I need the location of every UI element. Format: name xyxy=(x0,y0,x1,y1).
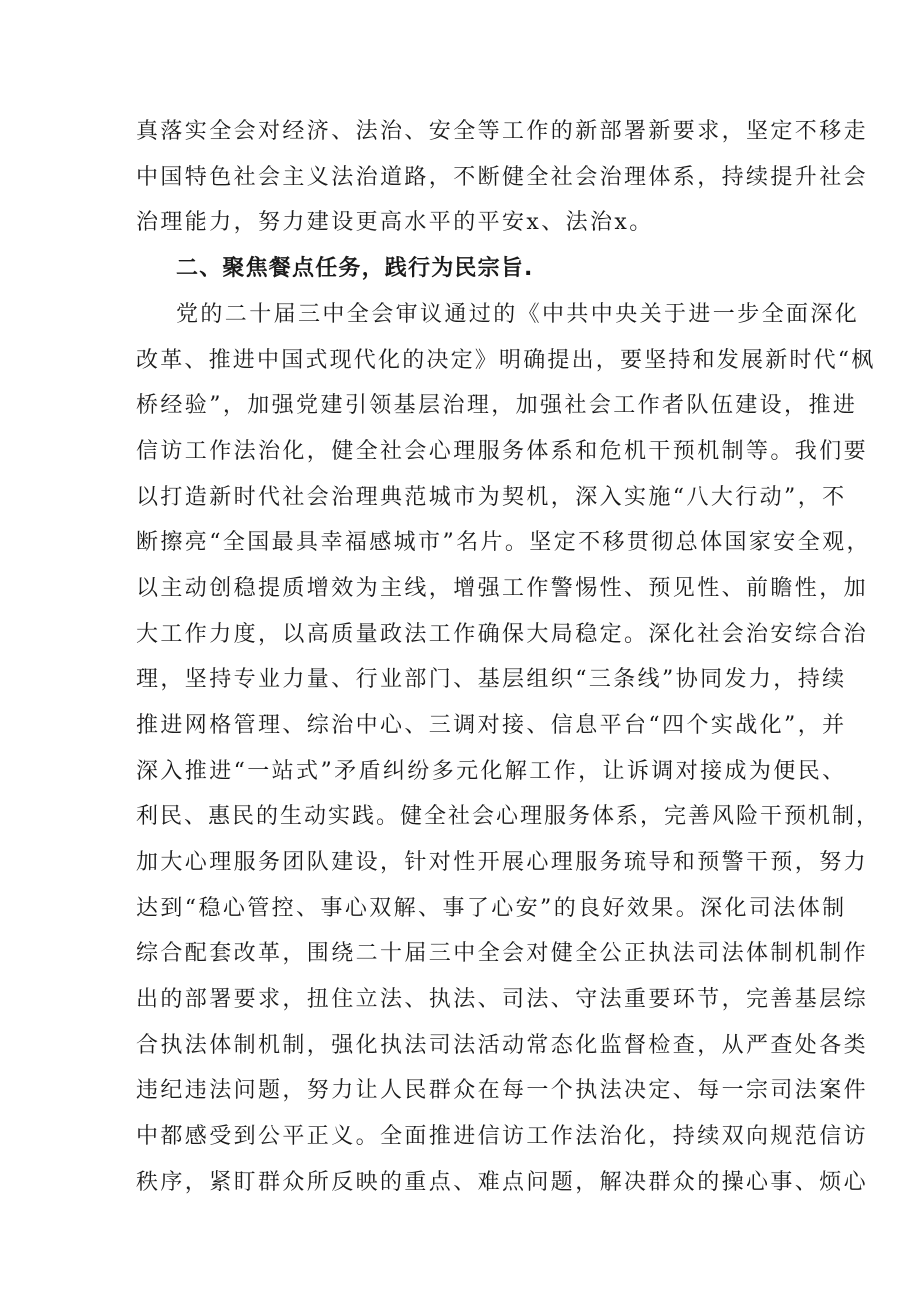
paragraph-line: 合执法体制机制，强化执法司法活动常态化监督检查，从严查处各类 xyxy=(136,1033,869,1058)
paragraph-line: 违纪违法问题，努力让人民群众在每一个执法决定、每一宗司法案件 xyxy=(136,1078,869,1103)
paragraph-line: 桥经验”，加强党建引领基层治理，加强社会工作者队伍建设，推进 xyxy=(136,393,858,418)
paragraph-line: 加大心理服务团队建设，针对性开展心理服务琉导和预警干预，努力 xyxy=(136,850,869,875)
paragraph-line: 出的部署要求，扭住立法、执法、司法、守法重要环节，完善基层综 xyxy=(136,987,869,1012)
paragraph-line: 信访工作法治化，健全社会心理服务体系和危机干预机制等。我们要 xyxy=(136,439,869,464)
paragraph-line: 深入推进“一站式”矛盾纠纷多元化解工作，让诉调对接成为便民、 xyxy=(136,759,847,784)
paragraph-line: 真落实全会对经济、法治、安全等工作的新部署新要求，坚定不移走 xyxy=(136,119,869,144)
paragraph-line: 党的二十届三中全会审议通过的《中共中央关于进一步全面深化 xyxy=(176,302,860,327)
paragraph-line: 改革、推进中国式现代化的决定》明确提出，要坚持和发展新时代“枫 xyxy=(136,348,876,373)
paragraph-line: 达到“稳心管控、事心双解、事了心安”的良好效果。深化司法体制 xyxy=(136,896,847,921)
paragraph-line: 以主动创稳提质增效为主线，增强工作警惕性、预见性、前瞻性，加 xyxy=(136,576,869,601)
paragraph-line: 以打造新时代社会治理典范城市为契机，深入实施“八大行动”，不 xyxy=(136,485,847,510)
paragraph-line: 推进网格管理、综治中心、三调对接、信息平台“四个实战化”，并 xyxy=(136,713,847,738)
paragraph-line: 大工作力度，以高质量政法工作确保大局稳定。深化社会治安综合治 xyxy=(136,622,869,647)
paragraph-line: 综合配套改革，围绕二十届三中全会对健全公正执法司法体制机制作 xyxy=(136,941,869,966)
paragraph-line: 秩序，紧盯群众所反映的重点、难点问题，解决群众的操心事、烦心 xyxy=(136,1170,869,1195)
paragraph-line: 中都感受到公平正义。全面推进信访工作法治化，持续双向规范信访 xyxy=(136,1124,869,1149)
paragraph-line: 中国特色社会主义法治道路，不断健全社会治理体系，持续提升社会 xyxy=(136,165,869,190)
section-heading: 二、聚焦餐点任务，践行为民宗旨. xyxy=(176,256,534,281)
paragraph-line: 断擦亮“全国最具幸福感城市”名片。坚定不移贯彻总体国家安全观， xyxy=(136,530,871,555)
paragraph-line: 利民、惠民的生动实践。健全社会心理服务体系，完善风险干预机制， xyxy=(136,804,881,829)
paragraph-line: 理，坚持专业力量、行业部门、基层组织“三条线”协同发力，持续 xyxy=(136,667,847,692)
paragraph-line: 治理能力，努力建设更高水平的平安x、法治x。 xyxy=(136,210,654,235)
